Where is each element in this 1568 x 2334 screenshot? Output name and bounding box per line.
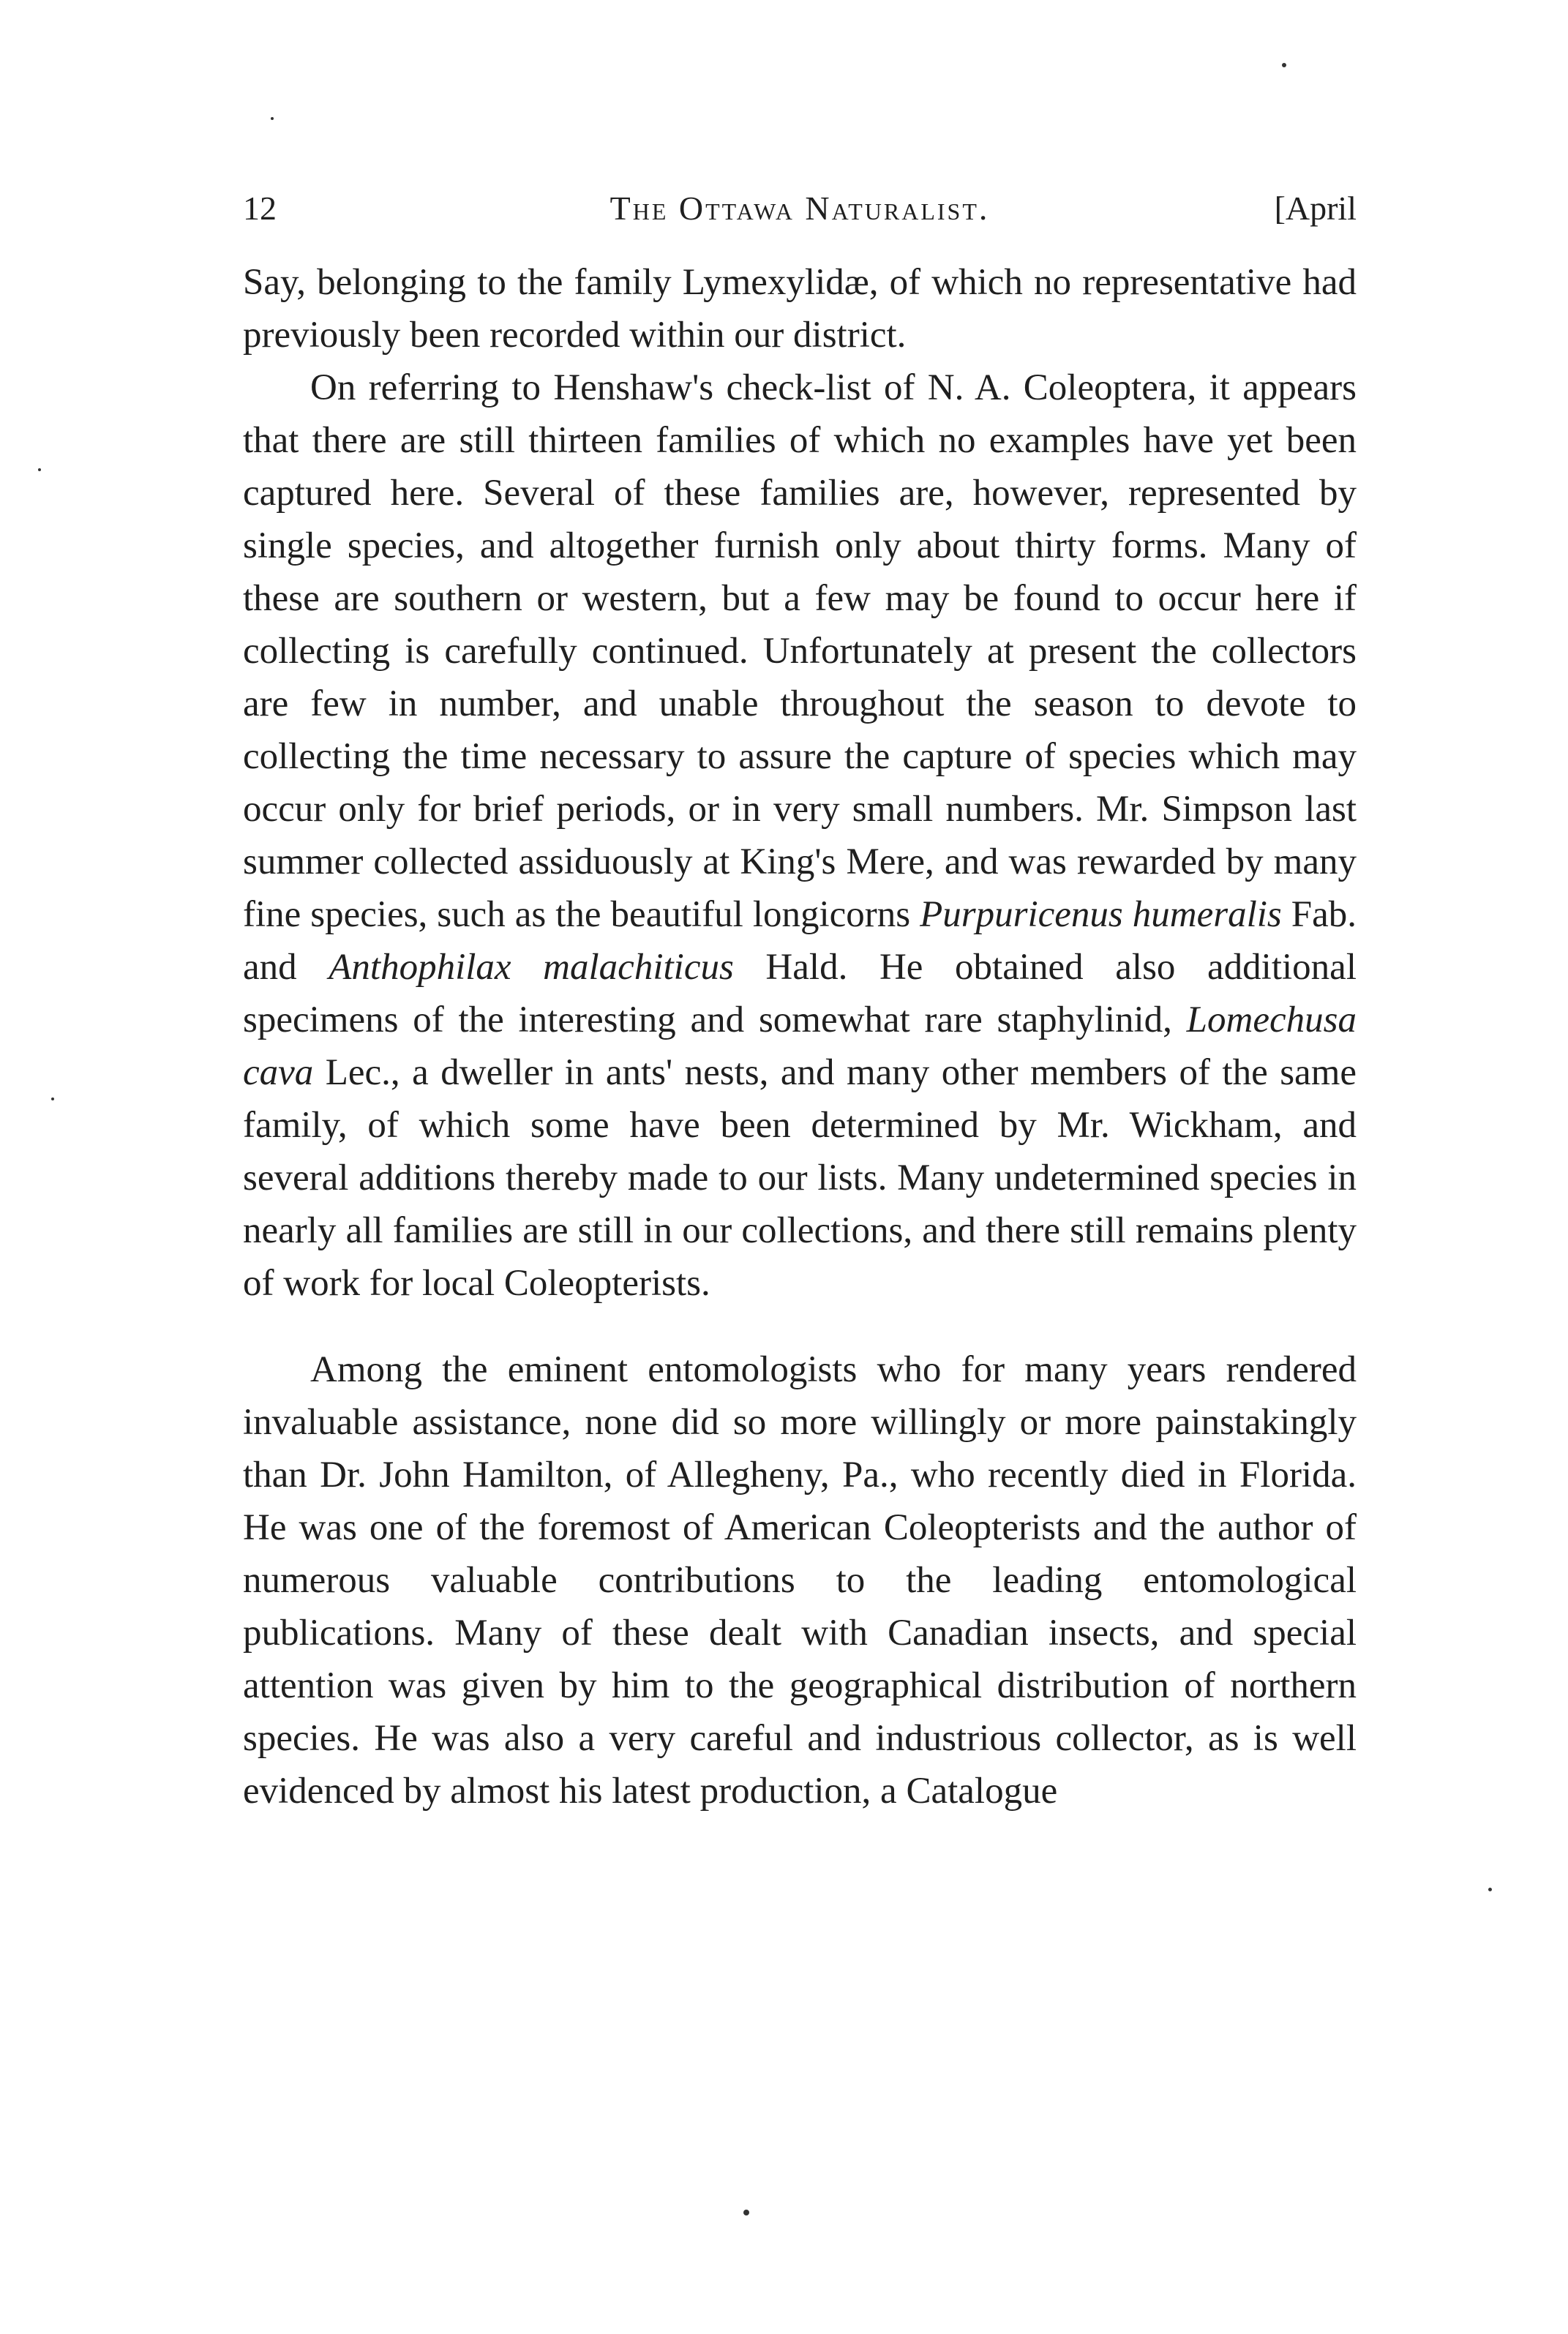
paragraph-3	[243, 1343, 1357, 1817]
scan-speck	[743, 2210, 749, 2215]
scan-speck	[38, 468, 41, 471]
journal-title: The Ottawa Naturalist.	[609, 190, 990, 227]
species-name: Purpuricenus humeralis	[920, 894, 1282, 935]
text-run: Say, belonging to the family Lymexylidæ, of which no representative had previously been recorded within our district.	[243, 262, 1357, 356]
scan-speck	[1282, 63, 1286, 67]
scan-speck	[271, 117, 274, 120]
text-run: Hald. He obtained also additional specimens of the interesting and somewhat rare staphylinid,	[243, 947, 1357, 1040]
species-name: Lomechusa cava	[243, 999, 1357, 1093]
running-header	[243, 183, 1357, 234]
text-run: Among the eminent entomologists who for many years rendered invaluable assistance, none did so more willingly or more painstakingly than Dr. John Hamilton, of Allegheny, Pa., who recently died in Florida. He was one of the foremost of American Coleopterists and the author of numerous valuable contributions to the leading entomological publications. Many of these dealt with Canadian insects, and special attention was given by him to the geographical distribution of northern species. He was also a very careful and industrious collector, as is well evidenced by almost his latest production, a Catalogue	[243, 1349, 1357, 1812]
scan-speck	[51, 1097, 54, 1100]
text-run: On referring to Henshaw's check-list of N. A. Coleoptera, it appears that there are still thirteen families of which no examples have yet been captured here. Several of these families are, however, represented by single species, and altogether furnish only about thirty forms. Many of these are southern or western, but a few may be found to occur here if collecting is carefully continued. Unfortunately at present the collectors are few in number, and unable throughout the season to devote to collecting the time necessary to assure the capture of species which may occur only for brief periods, or in very small numbers. Mr. Simpson last summer collected assiduously at King's Mere, and was rewarded by many fine species, such as the beautiful longicorns	[243, 367, 1357, 935]
page-number: 12	[243, 190, 277, 227]
paragraph-1	[243, 256, 1357, 361]
scan-speck	[1488, 1888, 1492, 1891]
body-text	[243, 256, 1357, 1817]
paragraph-2	[243, 361, 1357, 1310]
text-run: Lec., a dweller in ants' nests, and many other members of the same family, of which some have been determined by Mr. Wickham, and several additions thereby made to our lists. Many undetermined species in nearly all families are still in our collections, and there still remains plenty of work for local Coleopterists.	[243, 1052, 1357, 1304]
text-run: Fab. and	[243, 894, 1357, 988]
species-name: Anthophilax malachiticus	[329, 947, 734, 988]
issue-month: [April	[1274, 190, 1357, 227]
